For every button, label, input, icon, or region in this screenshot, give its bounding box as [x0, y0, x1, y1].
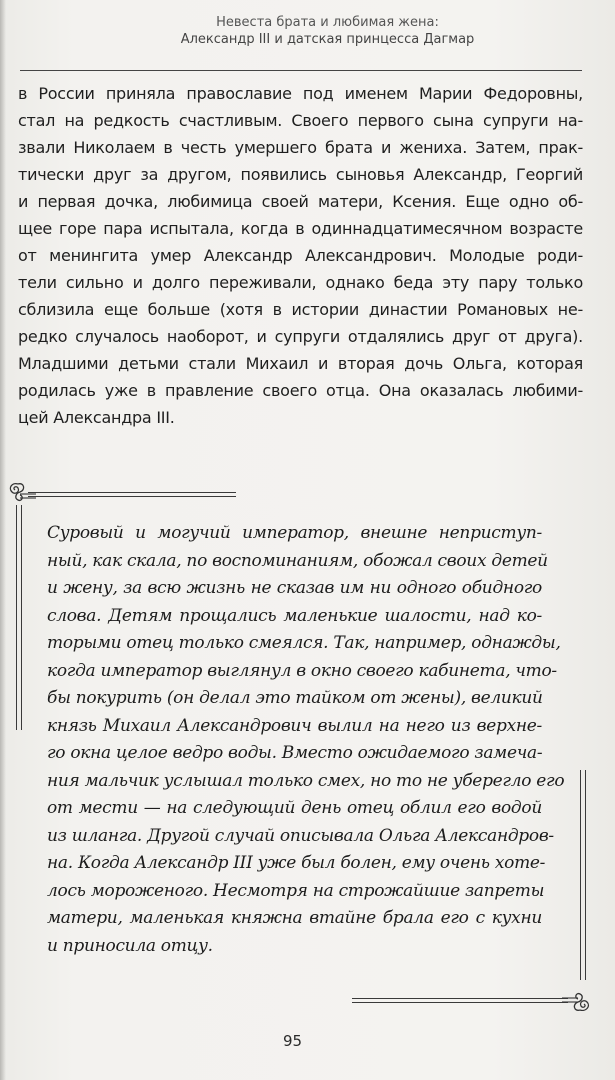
- quote-line: на. Когда Александр III уже был болен, ему очень хоте-: [47, 853, 546, 873]
- quote-line: бы покурить (он делал это тайком от жены), великий: [47, 688, 543, 708]
- paragraph-line: редко случалось наоборот, и супруги отдалялись друг от друга).: [18, 327, 583, 346]
- frame-bottom-rule: [352, 998, 568, 999]
- paragraph-line: и первая дочка, любимица своей матери, Ксения. Еще одно об-: [18, 192, 583, 211]
- quote-line: го окна целое ведро воды. Вместо ожидаемого замеча-: [47, 743, 543, 763]
- quote-line: ния мальчик услышал только смех, но то не уберегло его: [47, 770, 565, 791]
- quote-line: ный, как скала, по воспоминаниям, обожал своих детей: [47, 550, 548, 571]
- quote-line: слова. Детям прощались маленькие шалости, над ко-: [47, 605, 542, 626]
- quote-line: князь Михаил Александрович вылил на него из верхне-: [47, 715, 542, 736]
- quote-line: Суровый и могучий император, внешне неприступ-: [47, 523, 542, 543]
- quote-line: когда император выглянул в окно своего кабинета, что-: [47, 660, 557, 681]
- quote-line: матери, маленькая княжна втайне брала его с кухни: [47, 908, 542, 928]
- paragraph-line: родилась уже в правление своего отца. Она оказалась любими-: [18, 381, 583, 400]
- paragraph-line: тически друг за другом, появились сыновья Александр, Георгий: [18, 165, 583, 184]
- quote-line: от мести — на следующий день отец облил его водой: [47, 798, 542, 818]
- paragraph-line: цей Александра III.: [18, 408, 175, 427]
- running-head-line-2: Александр III и датская принцесса Дагмар: [180, 32, 475, 47]
- frame-right-rule: [585, 770, 586, 980]
- frame-bottom-rule: [352, 1002, 568, 1003]
- sidebar-quote: [47, 520, 565, 960]
- quote-line: из шланга. Другой случай описывала Ольга Александров-: [47, 825, 554, 846]
- flourish-ornament-icon: [6, 480, 38, 510]
- frame-right-rule: [580, 770, 581, 980]
- paragraph-line: от менингита умер Александр Александрович. Молодые роди-: [18, 246, 583, 265]
- paragraph-line: в России приняла православие под именем Марии Федоровны,: [18, 84, 583, 103]
- frame-top-rule: [28, 492, 236, 493]
- running-head-line-1: Невеста брата и любимая жена:: [216, 15, 439, 30]
- page-gutter-shadow: [0, 0, 6, 1080]
- frame-left-rule: [16, 505, 17, 730]
- frame-top-rule: [28, 496, 236, 497]
- paragraph-line: Младшими детьми стали Михаил и вторая дочь Ольга, которая: [18, 354, 583, 373]
- paragraph-line: звали Николаем в честь умершего брата и жениха. Затем, прак-: [18, 138, 583, 157]
- quote-line: и жену, за всю жизнь не сказав им ни одного обидного: [47, 578, 542, 598]
- frame-left-rule: [21, 505, 22, 730]
- header-rule: [20, 70, 582, 71]
- main-paragraph: [18, 80, 583, 431]
- paragraph-line: тели сильно и долго переживали, однако беда эту пару только: [18, 273, 583, 292]
- paragraph-line: стал на редкость счастливым. Своего первого сына супруги на-: [18, 111, 583, 130]
- paragraph-line: щее горе пара испытала, когда в одиннадцатимесячном возрасте: [18, 219, 583, 238]
- paragraph-line: сблизила еще больше (хотя в истории династии Романовых не-: [18, 300, 583, 319]
- quote-line: и приносила отцу.: [47, 935, 213, 956]
- flourish-ornament-icon: [560, 984, 594, 1016]
- quote-line: лось мороженого. Несмотря на строжайшие запреты: [47, 880, 545, 901]
- running-head: [0, 14, 615, 48]
- page-number: 95: [282, 1032, 303, 1050]
- quote-line: торыми отец только смеялся. Так, например, однажды,: [47, 633, 561, 653]
